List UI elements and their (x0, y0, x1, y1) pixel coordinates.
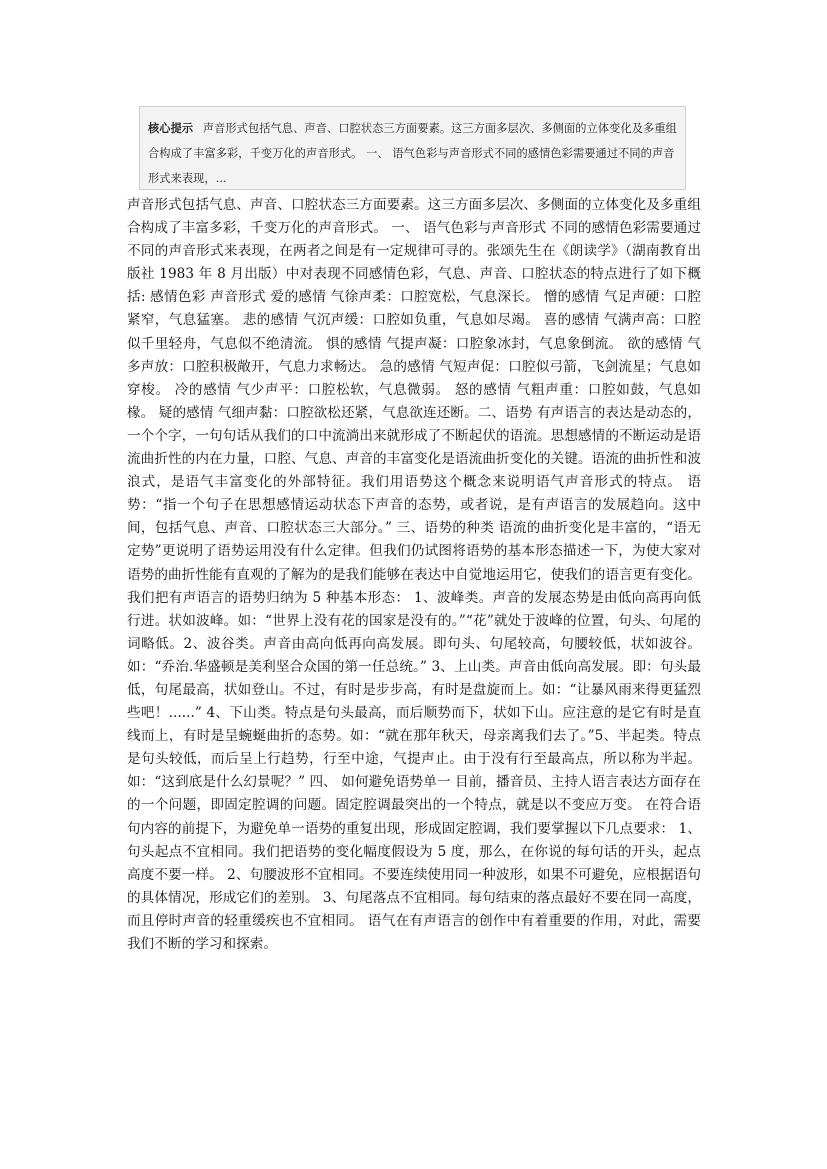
summary-label: 核心提示 (148, 122, 194, 135)
summary-box (139, 106, 686, 190)
article-body: 声音形式包括气息、声音、口腔状态三方面要素。这三方面多层次、多侧面的立体变化及多重组合构成了丰富多彩，千变万化的声音形式。 一、 语气色彩与声音形式 不同的感情色彩需要通过不同的声音形式来表现，在两者之间是有一定规律可寻的。张颂先生在《朗读学》（湖南教育出版社 1983 年 8 月出版）中对表现不同感情色彩，气息、声音、口腔状态的特点进行了如下概括: 感情色彩 声音形式 爱的感情 气徐声柔：口腔宽松，气息深长。 憎的感情 气足声硬：口腔紧窄，气息猛塞。 悲的感情 气沉声缓：口腔如负重，气息如尽竭。 喜的感情 气满声高：口腔似千里轻舟，气息似不绝清流。 惧的感情 气提声凝：口腔象冰封，气息象倒流。 欲的感情 气多声放：口腔积极敞开，气息力求畅达。 急的感情 气短声促：口腔似弓箭，飞剑流星；气息如穿梭。 冷的感情 气少声平：口腔松软，气息微弱。 怒的感情 气粗声重：口腔如鼓，气息如椽。 疑的感情 气细声黏：口腔欲松还紧，气息欲连还断。二、语势 有声语言的表达是动态的，一个个字，一句句话从我们的口中流淌出来就形成了不断起伏的语流。思想感情的不断运动是语流曲折性的内在力量，口腔、气息、声音的丰富变化是语流曲折变化的关键。语流的曲折性和波浪式，是语气丰富变化的外部特征。我们用语势这个概念来说明语气声音形式的特点。 语势：“指一个句子在思想感情运动状态下声音的态势，或者说，是有声语言的发展趋向。这中间，包括气息、声音、口腔状态三大部分。” 三、语势的种类 语流的曲折变化是丰富的，“语无定势”更说明了语势运用没有什么定律。但我们仍试图将语势的基本形态描述一下，为使大家对语势的曲折性能有直观的了解为的是我们能够在表达中自觉地运用它，使我们的语言更有变化。 我们把有声语言的语势归纳为 5 种基本形态： 1、波峰类。声音的发展态势是由低向高再向低行进。状如波峰。如：“世界上没有花的国家是没有的。”“花”就处于波峰的位置，句头、句尾的词略低。2、波谷类。声音由高向低再向高发展。即句头、句尾较高，句腰较低，状如波谷。如：“乔治.华盛顿是美利坚合众国的第一任总统。” 3、上山类。声音由低向高发展。即：句头最低，句尾最高，状如登山。不过，有时是步步高，有时是盘旋而上。如：“让暴风雨来得更猛烈些吧！......” 4、下山类。特点是句头最高，而后顺势而下，状如下山。应注意的是它有时是直线而上，有时是呈蜿蜒曲折的态势。如：“就在那年秋天，母亲离我们去了。”5、半起类。特点是句头较低，而后呈上行趋势，行至中途，气提声止。由于没有行至最高点，所以称为半起。如：“这到底是什么幻景呢？” 四、 如何避免语势单一 目前，播音员、主持人语言表达方面存在的一个问题，即固定腔调的问题。固定腔调最突出的一个特点，就是以不变应万变。 在符合语句内容的前提下，为避免单一语势的重复出现，形成固定腔调，我们要掌握以下几点要求： 1、句头起点不宜相同。我们把语势的变化幅度假设为 5 度，那么，在你说的每句话的开头，起点高度不要一样。 2、句腰波形不宜相同。不要连续使用同一种波形，如果不可避免，应根据语句的具体情况，形成它们的差别。 3、句尾落点不宜相同。每句结束的落点最好不要在同一高度，而且停时声音的轻重缓疾也不宜相同。 语气在有声语言的创作中有着重要的作用，对此，需要我们不断的学习和探索。 (127, 197, 701, 952)
summary-text: 声音形式包括气息、声音、口腔状态三方面要素。这三方面多层次、多侧面的立体变化及多重组合构成了丰富多彩，千变万化的声音形式。 一、 语气色彩与声音形式不同的感情色彩需要通过不同的声音形式来表现，... (148, 122, 677, 185)
